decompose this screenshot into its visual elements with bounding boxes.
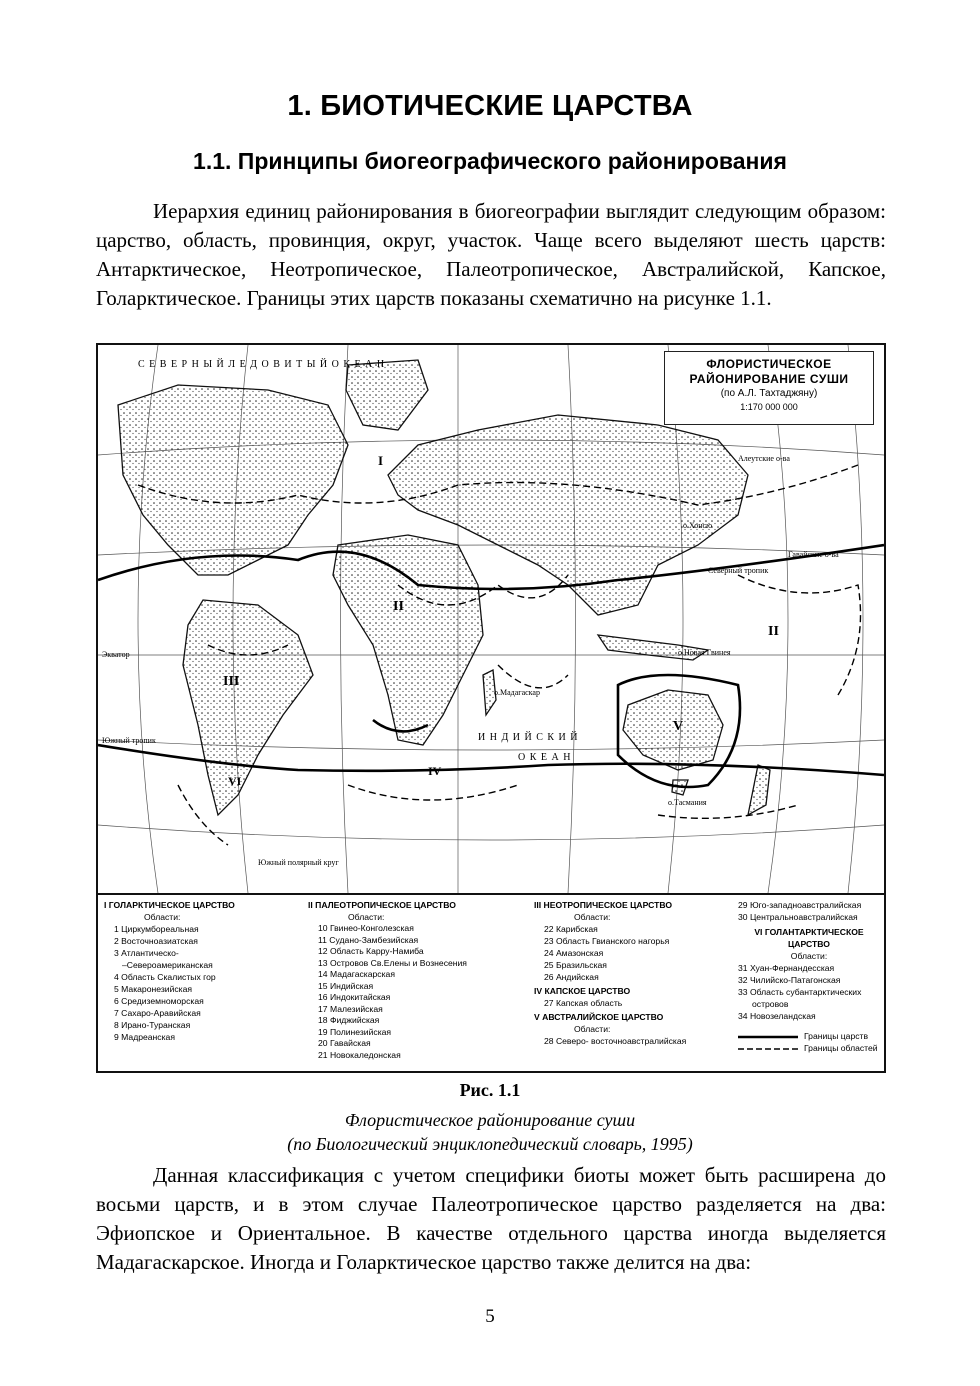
legend-item: 11 Судано-Замбезийская [318,934,419,945]
legend-col2-sub: Области: [348,912,385,922]
new-zealand [748,765,770,815]
map-title-line1: ФЛОРИСТИЧЕСКОЕ [706,357,832,371]
legend-item: –Североамериканская [122,960,213,970]
legend-col4-sub: Области: [790,951,828,961]
legend-item: 17 Малезийская [318,1003,383,1014]
world-map [98,345,884,893]
realm-II-label: II [393,599,404,614]
map-legend [98,893,884,1073]
legend-item: 3 Атлантическо- [114,948,179,958]
legend-item: 28 Северо- восточноавстралийская [544,1036,687,1046]
paragraph-1: Иерархия единиц районирования в биогеографии выглядит следующим образом: царство, область, провинция, округ, участок. Чаще всего выделяют шесть царств: Антарктическое, Неотропическое, Палеотропическое, Австралийской, Капское, Голарктическое. Границы этих царств показаны схематично на рисунке 1.1. [96,199,886,310]
south-tropic-label: Южный тропик [102,736,156,745]
legend-col3-head: III НЕОТРОПИЧЕСКОЕ ЦАРСТВО [534,900,673,910]
indian-ocean-label-1: И Н Д И Й С К И Й [478,732,579,743]
map-title-author: (по А.Л. Тахтаджяну) [720,388,818,399]
tasmania-label: о.Тасмания [668,798,707,807]
realm-IV-label: IV [428,764,442,778]
equator-label: Экватор [102,650,130,659]
legend-item: 15 Индийская [318,980,374,991]
legend-item: 24 Амазонская [544,948,604,958]
map-drawing [98,345,884,893]
map-title-box [664,351,874,425]
polar-circle-label: Южный полярный круг [258,858,339,867]
caption-line-2: (по Биологический энциклопедический словарь, 1995) [287,1134,693,1154]
legend-item: островов [752,999,789,1009]
south-america [183,600,313,815]
legend-item: 34 Новозеландская [738,1011,816,1021]
north-tropic-label: Северный тропик [708,566,769,575]
legend-item: 8 Ирано-Туранская [114,1020,191,1030]
caption-line-1: Флористическое районирование суши [344,1110,636,1130]
legend-realm-border-label: Границы царств [804,1031,869,1041]
figure-number: Рис. 1.1 [459,1080,521,1100]
legend-col1-sub: Области: [144,912,181,922]
legend-item: 22 Карибская [544,924,598,934]
legend-item: 18 Фиджийская [318,1015,380,1025]
indian-ocean-label-2: О К Е А Н [518,752,572,763]
realm-VI-label: VI [228,774,242,788]
legend-col4-head: VI ГОЛАНТАРКТИЧЕСКОЕ [754,927,864,937]
legend-item: 23 Область Гвианского нагорья [544,936,670,946]
legend-item: 20 Гавайская [318,1038,371,1048]
legend-item: 4 Область Скалистых гор [114,972,216,982]
legend-item: 13 Островов Св.Елены и Вознесения [318,957,467,968]
legend-col3-sub3: Области: [574,1024,611,1034]
honshu-label: о.Хонсю [683,521,713,530]
chapter-title: 1. БИОТИЧЕСКИЕ ЦАРСТВА [287,90,693,122]
hawaii-label: Гавайские о-ва [788,550,839,559]
aleutian-label: Алеутские о-ва [738,454,790,463]
legend-item: 25 Бразильская [544,960,607,970]
realm-V-label: V [673,719,684,734]
legend-item: 30 Центральноавстралийская [738,912,858,922]
legend-item: 12 Область Карру-Намиба [318,946,424,956]
map-scale: 1:170 000 000 [740,402,798,412]
legend-item: 26 Андийская [544,972,599,982]
legend-item: 1 Циркумбореальная [114,924,199,934]
map-title-line2: РАЙОНИРОВАНИЕ СУШИ [689,372,849,386]
legend-item: 2 Восточноазиатская [114,936,198,946]
legend-realm-border-key [738,1030,880,1042]
legend-col1-head: I ГОЛАРКТИЧЕСКОЕ ЦАРСТВО [104,900,235,910]
legend-item: 31 Хуан-Фернандесская [738,963,835,973]
legend-item: 29 Юго-западноавстралийская [738,900,862,910]
new-guinea-label: о.Новая Гвинея [678,648,731,657]
greenland [346,360,428,430]
realm-I-label: I [378,453,384,468]
africa [333,535,483,745]
legend-col-4 [738,899,880,1054]
legend-region-border-label: Границы областей [804,1043,878,1053]
figure-caption [0,1108,980,1156]
legend-item: 33 Область субантарктических [738,987,862,997]
legend-col4-head-b: ЦАРСТВО [788,939,830,949]
realm-II-pacific-label: II [768,624,779,639]
paragraph-2: Данная классификация с учетом специфики биоты может быть расширена до восьми царств, и в этом случае Палеотропическое царство разделяется на два: Эфиопское и Ориентальное. В качестве отдельного царства иногда выделяется Мадагаскарское. Иногда и Голарктическое царство также делится на два: [96,1163,886,1274]
legend-col3-sub: Области: [574,912,611,922]
madagascar-label: о.Мадагаскар [494,688,540,697]
section-title: 1.1. Принципы биогеографического районирования [193,148,787,174]
legend-col3-head2: IV КАПСКОЕ ЦАРСТВО [534,986,631,996]
dashed-line-symbol [738,1046,798,1052]
legend-item: 9 Мадреанская [114,1032,175,1042]
legend-item: 21 Новокаледонская [318,1049,401,1060]
legend-item: 19 Полинезийская [318,1026,392,1037]
legend-col-2 [308,899,523,1061]
legend-item: 10 Гвинео-Конголезская [318,923,414,933]
legend-col3-head3: V АВСТРАЛИЙСКОЕ ЦАРСТВО [534,1012,664,1022]
legend-item: 16 Индокитайская [318,992,391,1002]
solid-line-symbol [738,1034,798,1040]
legend-region-border-key [738,1042,880,1054]
realm-III-label: III [223,674,240,689]
arctic-ocean-label: С Е В Е Р Н Ы Й Л Е Д О В И Т Ы Й О К Е А Н [138,359,386,370]
figure-map [96,343,886,1073]
legend-col-1 [104,899,294,1043]
north-america [118,385,348,575]
legend-item: 14 Мадагаскарская [318,969,395,979]
legend-item: 32 Чилийско-Патагонская [738,975,841,985]
legend-item: 6 Средиземноморская [114,996,204,1006]
page-number: 5 [485,1306,495,1327]
legend-col2-head: II ПАЛЕОТРОПИЧЕСКОЕ ЦАРСТВО [308,900,456,910]
legend-item: 5 Макаронезийская [114,984,193,994]
legend-item: 7 Сахаро-Аравийская [114,1008,201,1018]
legend-col-3 [534,899,729,1047]
legend-item: 27 Капская область [544,998,623,1008]
